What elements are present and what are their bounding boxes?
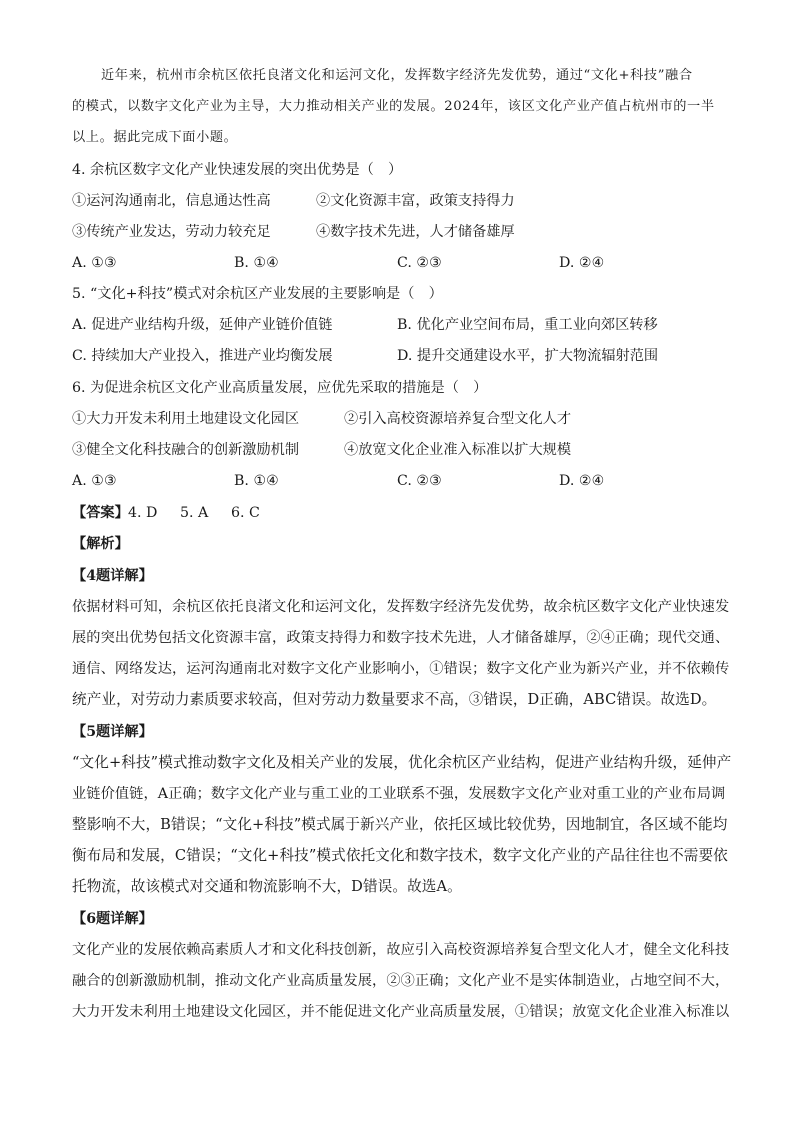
detail-4-line-3: 通信、网络发达，运河沟通南北对数字文化产业影响小，①错误；数字文化产业为新兴产业，并不依赖传 (72, 661, 730, 677)
detail-4-line-1: 依据材料可知，余杭区依托良渚文化和运河文化，发挥数字经济先发优势，故余杭区数字文化产业快速发 (72, 599, 730, 615)
q6-option-a: A. ①③ (72, 473, 117, 489)
detail-5-label: 【5题详解】 (72, 724, 153, 740)
q5-option-b: B. 优化产业空间布局，重工业向郊区转移 (397, 317, 658, 333)
q4-statement-1: ①运河沟通南北，信息通达性高 (72, 193, 271, 209)
q6-stem: 6. 为促进余杭区文化产业高质量发展，应优先采取的措施是（ ） (72, 380, 488, 396)
detail-5-line-5: 托物流，故该模式对交通和物流影响不大，D错误。故选A。 (72, 878, 462, 895)
q4-option-c: C. ②③ (397, 255, 442, 271)
q5-stem: 5. “文化+科技”模式对余杭区产业发展的主要影响是（ ） (72, 286, 443, 302)
q4-option-d: D. ②④ (559, 255, 605, 271)
detail-5-line-4: 衡布局和发展，C错误；“文化+科技”模式依托文化和数字技术，数字文化产业的产品往往也不需要依 (72, 847, 728, 864)
answer-4: 4. D (128, 505, 158, 521)
q5-option-a: A. 促进产业结构升级，延伸产业链价值链 (72, 317, 333, 333)
q4-option-a: A. ①③ (72, 255, 117, 271)
q5-option-d: D. 提升交通建设水平，扩大物流辐射范围 (397, 348, 659, 364)
detail-6-label: 【6题详解】 (72, 911, 153, 927)
detail-6-line-1: 文化产业的发展依赖高素质人才和文化科技创新，故应引入高校资源培养复合型文化人才，健全文化科技 (72, 942, 730, 958)
q6-statement-3: ③健全文化科技融合的创新激励机制 (72, 442, 300, 458)
detail-6-line-3: 大力开发未利用土地建设文化园区，并不能促进文化产业高质量发展，①错误；放宽文化企业准入标准以 (72, 1004, 730, 1020)
q4-statement-2: ②文化资源丰富，政策支持得力 (316, 193, 515, 209)
answer-5: 5. A (180, 505, 209, 521)
q4-statement-4: ④数字技术先进，人才储备雄厚 (316, 224, 515, 240)
intro-line-3: 以上。据此完成下面小题。 (72, 130, 238, 145)
q4-statement-3: ③传统产业发达，劳动力较充足 (72, 224, 271, 240)
detail-4-line-4: 统产业，对劳动力素质要求较高，但对劳动力数量要求不高，③错误，D正确，ABC错误。故选D。 (72, 691, 717, 708)
detail-4-line-2: 展的突出优势包括文化资源丰富，政策支持得力和数字技术先进，人才储备雄厚，②④正确；现代交通、 (72, 630, 730, 646)
q5-option-c: C. 持续加大产业投入，推进产业均衡发展 (72, 348, 333, 364)
answer-label: 【答案】 (72, 505, 129, 521)
detail-5-line-2: 业链价值链，A正确；数字文化产业与重工业的工业联系不强，发展数字文化产业对重工业的产业布局调 (72, 786, 726, 802)
q6-option-b: B. ①④ (234, 473, 279, 489)
analysis-label: 【解析】 (72, 536, 129, 552)
answer-6: 6. C (231, 505, 260, 521)
detail-4-label: 【4题详解】 (72, 568, 153, 584)
q6-statement-1: ①大力开发未利用土地建设文化园区 (72, 411, 300, 427)
q6-statement-4: ④放宽文化企业准入标准以扩大规模 (344, 442, 572, 458)
q4-option-b: B. ①④ (234, 255, 279, 271)
q6-option-d: D. ②④ (559, 473, 605, 489)
q6-option-c: C. ②③ (397, 473, 442, 489)
intro-line-1: 近年来，杭州市余杭区依托良渚文化和运河文化，发挥数字经济先发优势，通过“文化+科技”融合 (101, 68, 693, 83)
detail-5-line-3: 整影响不大，B错误；“文化+科技”模式属于新兴产业，依托区域比较优势，因地制宜，各区域不能均 (72, 816, 728, 833)
detail-6-line-2: 融合的创新激励机制，推动文化产业高质量发展，②③正确；文化产业不是实体制造业，占地空间不大， (72, 973, 730, 989)
detail-5-line-1: “文化+科技”模式推动数字文化及相关产业的发展，优化余杭区产业结构，促进产业结构升级，延伸产 (72, 754, 732, 771)
intro-line-2: 的模式，以数字文化产业为主导，大力推动相关产业的发展。2024年，该区文化产业产值占杭州市的一半 (72, 99, 715, 114)
q4-stem: 4. 余杭区数字文化产业快速发展的突出优势是（ ） (72, 162, 403, 178)
q6-statement-2: ②引入高校资源培养复合型文化人才 (344, 411, 572, 427)
